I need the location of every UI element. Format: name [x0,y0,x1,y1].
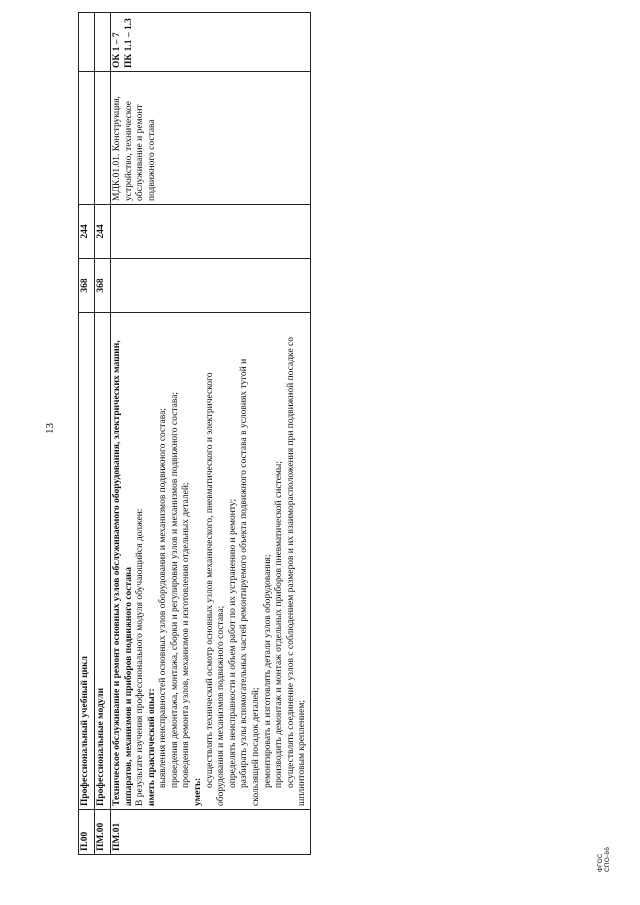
row-mdk-cell [95,72,111,205]
module-description [111,313,311,810]
table-row-pm01 [111,13,311,855]
module-heading: Техническое обслуживание и ремонт основных узлов обслуживаемого оборудования, электрических машин, аппаратов, механизмов и приборов подвижного состава [112,340,134,806]
footer-label: ФГОС СПО-66 [597,846,611,872]
skill-item: производить демонтаж и монтаж отдельных приборов пневматической системы; [274,461,285,788]
row-max-load: 368 [79,259,95,313]
row-obligatory-load: 244 [79,205,95,259]
row-code: ПМ.00 [95,810,111,855]
mdk-name: МДК.01.01. Конструкция, устройство, техническое обслуживание и ремонт подвижного состава [111,72,311,205]
competency-codes [111,13,311,72]
skill-item: ремонтировать и изготовлять детали узлов оборудования; [262,554,273,788]
module-intro: В результате изучения профессионального модуля обучающийся должен: [135,508,146,806]
table-row-p00 [79,13,95,855]
experience-label: иметь практический опыт: [146,688,157,806]
row-max-load [111,259,311,313]
row-max-load: 368 [95,259,111,313]
experience-item: проведения демонтажа, монтажа, сборки и регулировки узлов и механизмов подвижного состава; [169,391,180,788]
skill-item: определять неисправности и объем работ по их устранению и ремонту; [227,498,238,788]
skill-item: разбирать узлы вспомогательных частей ремонтируемого объекта подвижного состава в условиях тугой и скользящей посадок деталей; [239,358,261,806]
experience-item: выявления неисправностей основных узлов оборудования и механизмов подвижного состава; [158,408,169,788]
row-code: ПМ.01 [111,810,311,855]
professional-competencies: ПК 1.1 – 1.3 [123,18,134,68]
curriculum-table [78,18,578,855]
row-competency-cell [95,13,111,72]
row-title: Профессиональный учебный цикл [79,313,95,810]
page-number: 13 [44,423,56,434]
row-code: П.00 [79,810,95,855]
row-obligatory-load: 244 [95,205,111,259]
row-title: Профессиональные модули [95,313,111,810]
skill-item: осуществлять соединение узлов с соблюдением размеров и их взаиморасположения при подвижной посадке со шплинтовым креплением; [285,337,308,806]
skill-item: осуществлять технический осмотр основных узлов механического, пневматического и электрического оборудования и механизмов подвижного состава; [204,372,227,806]
row-mdk-cell [79,72,95,205]
table-row-pm00 [95,13,111,855]
experience-item: проведения ремонта узлов, механизмов и изготовления отдельных деталей; [181,482,192,788]
row-obligatory-load [111,205,311,259]
row-competency-cell [79,13,95,72]
skills-label: уметь: [193,777,204,806]
general-competencies: ОК 1 – 7 [112,32,122,68]
